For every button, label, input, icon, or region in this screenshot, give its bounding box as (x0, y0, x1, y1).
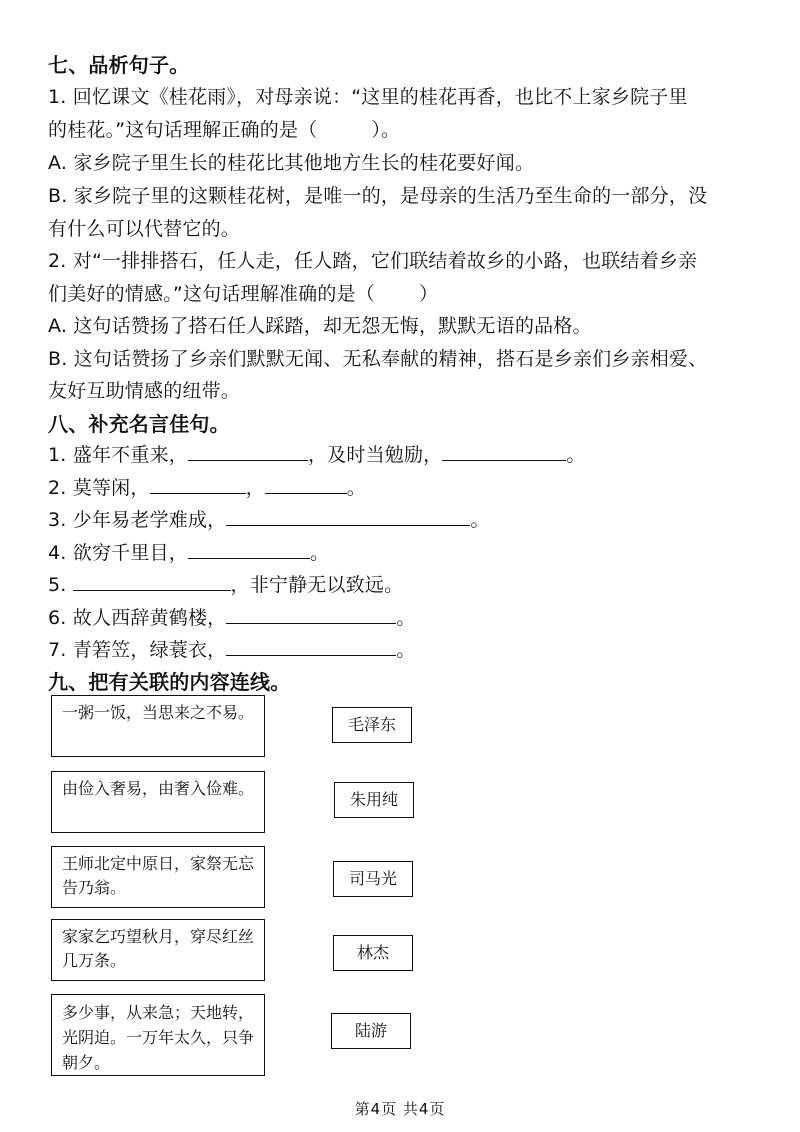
q1-stem-line2-end: ）。 (371, 119, 401, 141)
proverb-1-text-a: 1. 盛年不重来， (48, 444, 188, 466)
q2-option-a: A. 这句话赞扬了搭石任人踩踏，却无怨无悔，默默无语的品格。 (48, 315, 592, 337)
q2-option-b-line1: B. 这句话赞扬了乡亲们默默无闻、无私奉献的精神，搭石是乡亲们乡亲相爱、 (48, 348, 708, 370)
proverb-4-text-b: 。 (309, 542, 330, 564)
q2-option-b-line2: 友好互助情感的纽带。 (48, 380, 241, 402)
author-box-3[interactable]: 司马光 (333, 861, 413, 897)
proverb-7-text-b: 。 (396, 639, 416, 661)
author-box-4[interactable]: 林杰 (333, 935, 413, 971)
proverb-item-2 (48, 475, 760, 501)
proverb-1-blank-a[interactable] (188, 442, 308, 461)
q2-stem-line2 (48, 281, 760, 307)
q1-option-b-line2: 有什么可以代替它的。 (48, 218, 241, 240)
quote-box-2[interactable]: 由俭入奢易，由奢入俭难。 (51, 771, 265, 833)
proverb-2-blank-b[interactable] (265, 475, 347, 494)
q1-stem-line1: 1. 回忆课文《桂花雨》，对母亲说：“这里的桂花再香，也比不上家乡院子里 (48, 86, 688, 108)
proverb-2-text-c: 。 (346, 477, 366, 499)
proverb-item-6 (48, 605, 760, 631)
quote-box-1[interactable]: 一粥一饭，当思来之不易。 (51, 695, 265, 757)
proverb-item-5 (48, 572, 760, 598)
proverb-4-blank[interactable] (188, 540, 310, 559)
q1-stem-line2-text: 的桂花。”这句话理解正确的是（ (48, 119, 318, 141)
q2-stem-line2-text: 们美好的情感。”这句话理解准确的是（ (48, 283, 375, 305)
author-box-1[interactable]: 毛泽东 (332, 707, 412, 743)
q1-stem-line2 (48, 117, 760, 143)
proverb-item-3 (48, 507, 760, 533)
proverb-5-text-b: ，非宁静无以致远。 (230, 574, 404, 596)
proverb-3-blank[interactable] (226, 507, 470, 526)
author-box-5[interactable]: 陆游 (331, 1013, 411, 1049)
proverb-3-text-b: 。 (470, 509, 490, 531)
proverb-2-text-b: ， (245, 477, 265, 499)
proverb-5-blank[interactable] (73, 572, 231, 591)
page-footer: 第4页 共4页 (354, 1100, 446, 1118)
proverb-2-text-a: 2. 莫等闲， (48, 477, 150, 499)
q2-stem-line1: 2. 对“一排排搭石，任人走，任人踏，它们联结着故乡的小路，也联结着乡亲 (48, 250, 698, 272)
proverb-item-7 (48, 637, 760, 663)
author-box-2[interactable]: 朱用纯 (334, 782, 414, 818)
proverb-item-4 (48, 540, 760, 566)
proverb-item-1 (48, 442, 760, 468)
q1-option-a: A. 家乡院子里生长的桂花比其他地方生长的桂花要好闻。 (48, 152, 535, 174)
proverb-1-text-c: 。 (566, 444, 586, 466)
proverb-7-text-a: 7. 青箬笠，绿蓑衣， (48, 639, 227, 661)
proverb-6-blank[interactable] (226, 605, 396, 624)
proverb-1-text-b: ，及时当勉励， (307, 444, 443, 466)
section9-title: 九、把有关联的内容连线。 (48, 670, 291, 694)
proverb-5-text-a: 5. (48, 574, 67, 596)
proverb-6-text-b: 。 (396, 607, 416, 629)
proverb-7-blank[interactable] (226, 637, 396, 656)
quote-box-5[interactable]: 多少事，从来急；天地转，光阴迫。一万年太久，只争朝夕。 (51, 994, 265, 1076)
quote-box-3[interactable]: 王师北定中原日，家祭无忘告乃翁。 (51, 846, 265, 908)
proverb-6-text-a: 6. 故人西辞黄鹤楼， (48, 607, 227, 629)
proverb-2-blank-a[interactable] (150, 475, 246, 494)
quote-box-4[interactable]: 家家乞巧望秋月，穿尽红丝几万条。 (51, 919, 265, 981)
proverb-3-text-a: 3. 少年易老学难成， (48, 509, 227, 531)
proverb-1-blank-b[interactable] (442, 442, 566, 461)
proverb-4-text-a: 4. 欲穷千里目， (48, 542, 188, 564)
q2-stem-line2-end: ） (418, 283, 439, 305)
q1-option-b-line1: B. 家乡院子里的这颗桂花树，是唯一的，是母亲的生活乃至生命的一部分，没 (48, 185, 708, 207)
section7-title: 七、品析句子。 (48, 53, 190, 77)
section8-title: 八、补充名言佳句。 (48, 412, 230, 436)
